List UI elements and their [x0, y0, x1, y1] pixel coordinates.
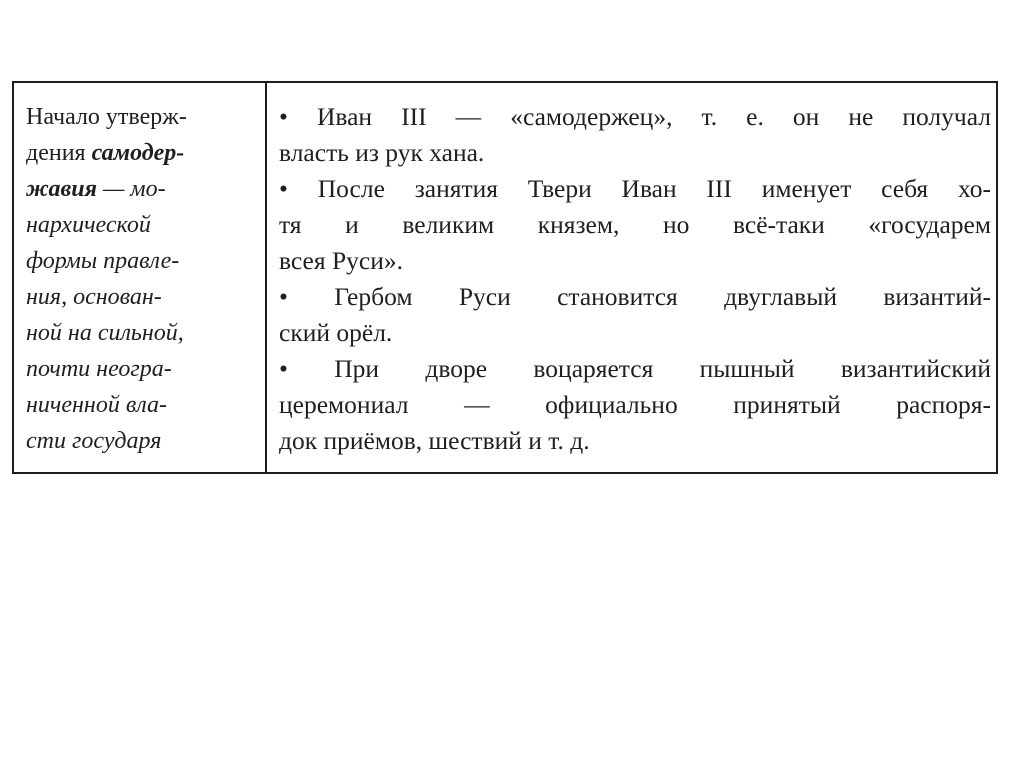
bullet-line: док приёмов, шествий и т. д. — [279, 426, 590, 455]
term-definition-line: ной на сильной, — [26, 320, 184, 346]
term-definition-line: формы правле- — [26, 248, 180, 274]
bullet-line: • Гербом Руси становится двуглавый византий- — [279, 282, 991, 311]
bullet-line: ский орёл. — [279, 318, 393, 347]
bullet-line: • После занятия Твери Иван III именует себя хо- — [279, 174, 991, 203]
term-definition-line: ниченной вла- — [26, 392, 167, 418]
history-table — [12, 81, 998, 474]
bullet-line: • Иван III — «самодержец», т. е. он не получал — [279, 102, 991, 131]
term-text: дения — [26, 140, 92, 166]
bullet-line: всея Руси». — [279, 246, 403, 275]
bullet-line: власть из рук хана. — [279, 138, 485, 167]
bullet-line: тя и великим князем, но всё-таки «государем — [279, 210, 991, 239]
description-cell — [279, 99, 997, 459]
column-divider — [265, 83, 267, 472]
term-line — [26, 135, 260, 171]
bullet-line: церемониал — официально принятый распоря- — [279, 390, 991, 419]
term-cell — [26, 99, 260, 459]
term-keyword: самодер- — [91, 140, 185, 166]
term-line: Начало утверж- — [26, 104, 187, 130]
term-definition: — мо- — [96, 176, 166, 202]
bullet-line: • При дворе воцаряется пышный византийский — [279, 354, 991, 383]
term-keyword: жавия — [26, 176, 97, 202]
term-definition-line: ния, основан- — [26, 284, 162, 310]
term-definition-line: почти неогра- — [26, 356, 172, 382]
term-definition-line: сти государя — [26, 428, 162, 454]
term-line — [26, 171, 260, 207]
term-definition-line: нархической — [26, 212, 151, 238]
